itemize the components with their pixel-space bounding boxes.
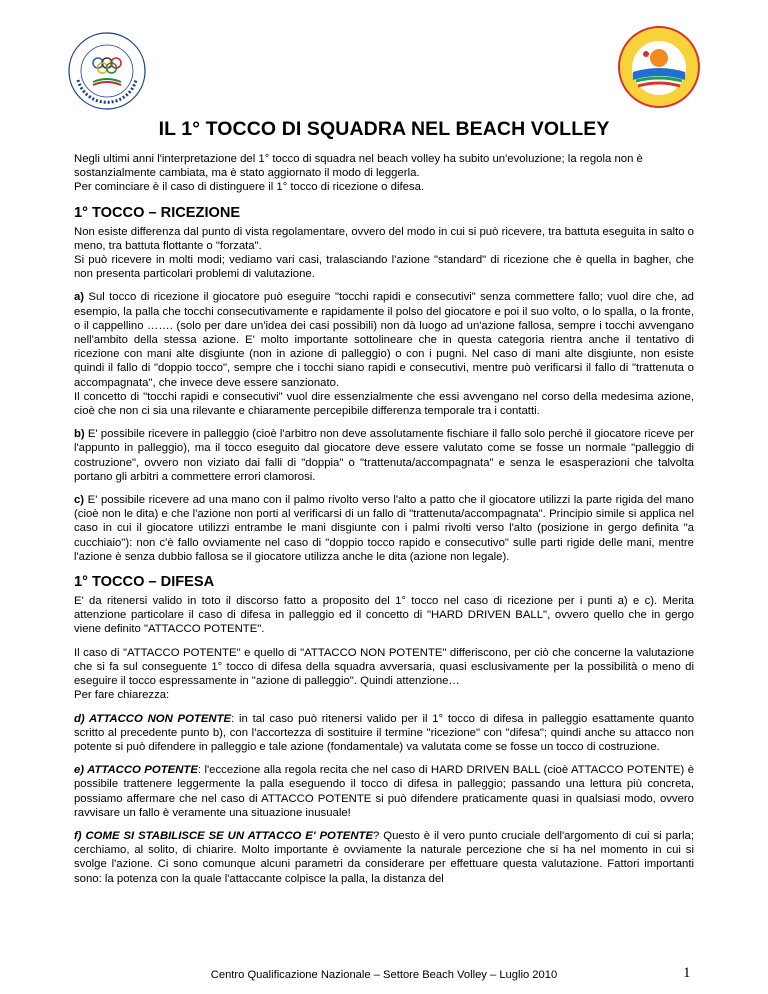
section-heading-ricezione: 1° TOCCO – RICEZIONE bbox=[74, 204, 241, 221]
intro-paragraph: Negli ultimi anni l'interpretazione del 1° tocco di squadra nel beach volley ha subito un'evoluzione; la regola non è sostanzialmente cambiata, ma è stato aggiornato il modo di leggerla. Per cominciare è il caso di distinguere il 1° tocco di ricezione o difesa. bbox=[74, 153, 643, 194]
page-title: IL 1° TOCCO DI SQUADRA NEL BEACH VOLLEY bbox=[158, 118, 610, 140]
point-e: e) ATTACCO POTENTE: l'eccezione alla regola recita che nel caso di HARD DRIVEN BALL (cioè ATTACCO POTENTE) è possibile trattenere leggermente la palla eseguendo il tocco di difesa in palleggio; passando una lettura più concreta, possiamo affermare che nel caso di ATTACCO POTENTE si può difendere praticamente quasi in qualsiasi modo, ovvero ravvisare un fallo è veramente una situazione inusuale! bbox=[74, 764, 694, 819]
difesa-paragraph-2: Il caso di "ATTACCO POTENTE" e quello di "ATTACCO NON POTENTE" differiscono, per ciò che concerne la valutazione che si fa sul conseguente 1° tocco di difesa della squadra avversaria, quasi esclusivamente per la possibilità o meno di eseguire il tocco espressamente in "azione di palleggio". Quindi attenzione… Per fare chiarezza: bbox=[74, 646, 694, 702]
point-a: a) Sul tocco di ricezione il giocatore può eseguire "tocchi rapidi e consecutivi" senza commettere fallo; vuol dire che, ad esempio, la palla che tocchi consecutivamente e rapidamente il polso del giocatore e poi il suo volto, o lo spalla, o la fronte, o il cappellino ……. (solo per dare un'idea dei casi possibili) non dà luogo ad un'azione fallosa, sempre i tocchi avvengano nell'ambito della stessa azione. E' molto importante sottolineare che in questa categoria rientra anche il tentativo di ricezione con mani alte disgiunte (non in azione di palleggio) o con i pugni. Nel caso di mani alte disgiunte, non esiste quindi il fallo di "doppio tocco", sempre che i tocchi siano rapidi e consecutivi, mentre può verificarsi il fallo di "trattenuta o accompagnata", che invece deve essere sanzionato. Il concetto di "tocchi rapidi e consecutivi" vuol dire essenzialmente che essi avvengano nel corso della medesima azione, cioè che non ci sia una rilevante e chiaramente percepibile differenza temporale tra i contatti. bbox=[74, 291, 694, 418]
section-heading-difesa: 1° TOCCO – DIFESA bbox=[74, 574, 215, 591]
point-f: f) COME SI STABILISCE SE UN ATTACCO E' POTENTE? Questo è il vero punto cruciale dell'argomento di cui si parla; cerchiamo, al solito, di chiarire. Molto importante è ovviamente la naturale percezione che si ha nel momento in cui si svolge l'azione. Ci sono comunque alcuni parametri da considerare per effettuare questa valutazione. Fattori importanti sono: la potenza con la quale l'attaccante colpisce la palla, la distanza del bbox=[74, 829, 695, 885]
point-d: d) ATTACCO NON POTENTE: in tal caso può ritenersi valido per il 1° tocco di difesa in palleggio esattamente quanto scritto al precedente punto b), con l'accortezza di sostituire il termine "ricezione" con "difesa"; quindi anche su attacco non potente si può difendere in palleggio e tale azione (fondamentale) va valutata come se fosse un tocco di costruzione. bbox=[74, 712, 694, 753]
coni-fip-logo-icon bbox=[66, 30, 148, 112]
point-b: b) E' possibile ricevere in palleggio (cioè l'arbitro non deve assolutamente fischiare il fallo solo perché il giocatore riceve per l'appunto in palleggio), ma il tocco eseguito dal giocatore deve essere valutato come se fosse un normale "palleggio di costruzione", ovvero non viziato dai falli di "doppia" o "trattenuta/accompagnata" e senza le esasperazioni che talvolta portano gli arbitri a commettere errori clamorosi. bbox=[74, 428, 694, 483]
difesa-intro: E' da ritenersi valido in toto il discorso fatto a proposito del 1° tocco nel caso di ricezione per i punti a) e c). Merita attenzione particolare il caso di difesa in palleggio ed il concetto di "HARD DRIVEN BALL", ovvero quello che in gergo viene definito "ATTACCO POTENTE". bbox=[74, 595, 694, 636]
document-body bbox=[74, 152, 694, 895]
point-c: c) E' possibile ricevere ad una mano con il palmo rivolto verso l'alto a patto che il giocatore utilizzi la parte rigida del mano (cioè non le dita) e che l'azione non porti al verificarsi di un fallo di "trattenuta/accompagnata". Principio simile si applica nel caso in cui il giocatore utilizzi entrambe le mani disgiunte con i palmi rivolti verso l'alto (posizione in gergo definita "a cucchiaio"): non c'è fallo ovviamente nel caso di "doppio tocco rapido e consecutivo" sulle parti rigide delle mani, mentre l'azione è senza dubbio fallosa se il giocatore utilizza anche le dita (azione non legale). bbox=[74, 494, 694, 563]
page-footer: Centro Qualificazione Nazionale – Settore Beach Volley – Luglio 2010 bbox=[210, 969, 558, 981]
page-number: 1 bbox=[683, 965, 691, 981]
beach-volley-italia-logo-icon bbox=[616, 24, 702, 110]
ricezione-intro: Non esiste differenza dal punto di vista regolamentare, ovvero del modo in cui si può ricevere, tra battuta eseguita in salto o meno, tra battuta flottante o "forzata". Si può ricevere in molti modi; vediamo vari casi, tralasciando l'azione "standard" di ricezione che è quella in bagher, che non presenta particolari problemi di valutazione. bbox=[74, 225, 694, 281]
